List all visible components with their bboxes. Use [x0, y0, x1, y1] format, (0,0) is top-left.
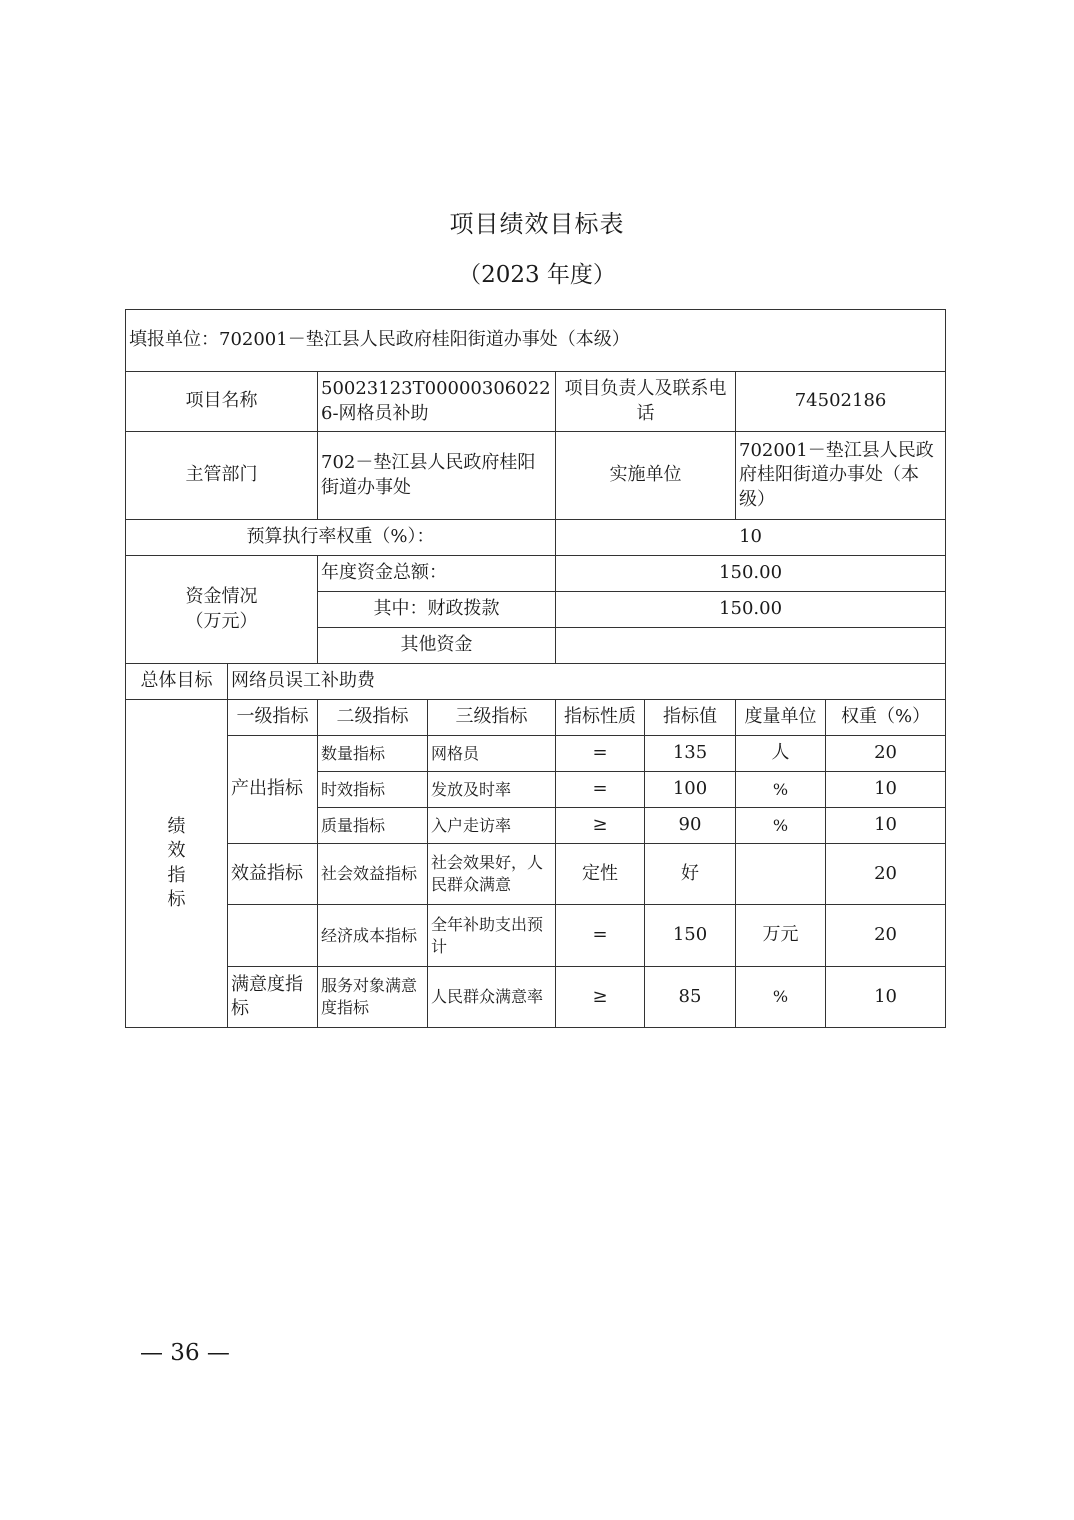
value-cell: 90 — [645, 808, 736, 844]
perf-label-char: 绩 — [167, 815, 186, 837]
funds-other-label: 其他资金 — [318, 628, 556, 664]
header-cell: 权重（%） — [826, 700, 946, 736]
page-title: 项目绩效目标表 — [449, 210, 625, 238]
unit-cell: % — [736, 808, 826, 844]
budget-rate-value: 10 — [556, 520, 946, 556]
level3-cell: 全年补助支出预计 — [428, 905, 556, 967]
funds-fiscal-label: 其中：财政拨款 — [318, 592, 556, 628]
funds-label-text: 资金情况 — [185, 586, 258, 608]
budget-rate-label: 预算执行率权重（%）： — [126, 520, 556, 556]
table-row — [126, 905, 946, 967]
level3-cell: 网格员 — [428, 736, 556, 772]
funds-other-value — [556, 628, 946, 664]
value-cell: 135 — [645, 736, 736, 772]
table-row — [126, 844, 946, 905]
header-cell: 一级指标 — [228, 700, 318, 736]
level3-cell: 入户走访率 — [428, 808, 556, 844]
project-contact-label: 项目负责人及联系电话 — [556, 372, 736, 432]
header-cell: 度量单位 — [736, 700, 826, 736]
fill-unit: 填报单位：702001－垫江县人民政府桂阳街道办事处（本级） — [126, 310, 946, 372]
nature-cell: ≥ — [556, 967, 645, 1028]
unit-cell — [736, 844, 826, 905]
weight-cell: 10 — [826, 808, 946, 844]
page-subtitle: （2023 年度） — [458, 262, 616, 288]
weight-cell: 10 — [826, 772, 946, 808]
weight-cell: 20 — [826, 844, 946, 905]
funds-unit-text: （万元） — [185, 610, 258, 632]
value-cell: 100 — [645, 772, 736, 808]
level2-cell: 服务对象满意度指标 — [318, 967, 428, 1028]
header-cell: 指标性质 — [556, 700, 645, 736]
weight-cell: 20 — [826, 905, 946, 967]
page-number: — 36 — — [140, 1340, 230, 1366]
level2-cell: 质量指标 — [318, 808, 428, 844]
nature-cell: 定性 — [556, 844, 645, 905]
impl-value: 702001－垫江县人民政府桂阳街道办事处（本级） — [736, 432, 946, 520]
value-cell: 好 — [645, 844, 736, 905]
level3-cell: 发放及时率 — [428, 772, 556, 808]
funds-fiscal-value: 150.00 — [556, 592, 946, 628]
unit-cell: 万元 — [736, 905, 826, 967]
unit-cell: % — [736, 967, 826, 1028]
goal-label: 总体目标 — [126, 664, 228, 700]
unit-cell: % — [736, 772, 826, 808]
weight-cell: 20 — [826, 736, 946, 772]
level1-empty — [228, 905, 318, 967]
header-cell: 二级指标 — [318, 700, 428, 736]
funds-total-value: 150.00 — [556, 556, 946, 592]
funds-label — [126, 556, 318, 664]
value-cell: 85 — [645, 967, 736, 1028]
level2-cell: 社会效益指标 — [318, 844, 428, 905]
dept-value: 702－垫江县人民政府桂阳 街道办事处 — [318, 432, 556, 520]
performance-table — [125, 309, 946, 1028]
level1-output: 产出指标 — [228, 736, 318, 844]
perf-label-char: 效 — [167, 840, 186, 862]
nature-cell: = — [556, 905, 645, 967]
level2-cell: 数量指标 — [318, 736, 428, 772]
nature-cell: = — [556, 736, 645, 772]
project-contact-value: 74502186 — [736, 372, 946, 432]
weight-cell: 10 — [826, 967, 946, 1028]
level3-cell: 社会效果好，人民群众满意 — [428, 844, 556, 905]
level3-cell: 人民群众满意率 — [428, 967, 556, 1028]
project-name-label: 项目名称 — [126, 372, 318, 432]
unit-cell: 人 — [736, 736, 826, 772]
goal-value: 网络员误工补助费 — [228, 664, 946, 700]
nature-cell: = — [556, 772, 645, 808]
value-cell: 150 — [645, 905, 736, 967]
table-row — [126, 967, 946, 1028]
level1-satisfaction: 满意度指标 — [228, 967, 318, 1028]
table-row — [126, 736, 946, 772]
perf-label-char: 标 — [167, 888, 186, 910]
header-cell: 指标值 — [645, 700, 736, 736]
project-name-value: 50023123T000003060226-网格员补助 — [318, 372, 556, 432]
impl-label: 实施单位 — [556, 432, 736, 520]
dept-label: 主管部门 — [126, 432, 318, 520]
nature-cell: ≥ — [556, 808, 645, 844]
perf-label — [126, 700, 228, 1028]
funds-total-label: 年度资金总额： — [318, 556, 556, 592]
perf-label-char: 指 — [167, 864, 186, 886]
level2-cell: 经济成本指标 — [318, 905, 428, 967]
level1-benefit: 效益指标 — [228, 844, 318, 905]
level2-cell: 时效指标 — [318, 772, 428, 808]
header-cell: 三级指标 — [428, 700, 556, 736]
